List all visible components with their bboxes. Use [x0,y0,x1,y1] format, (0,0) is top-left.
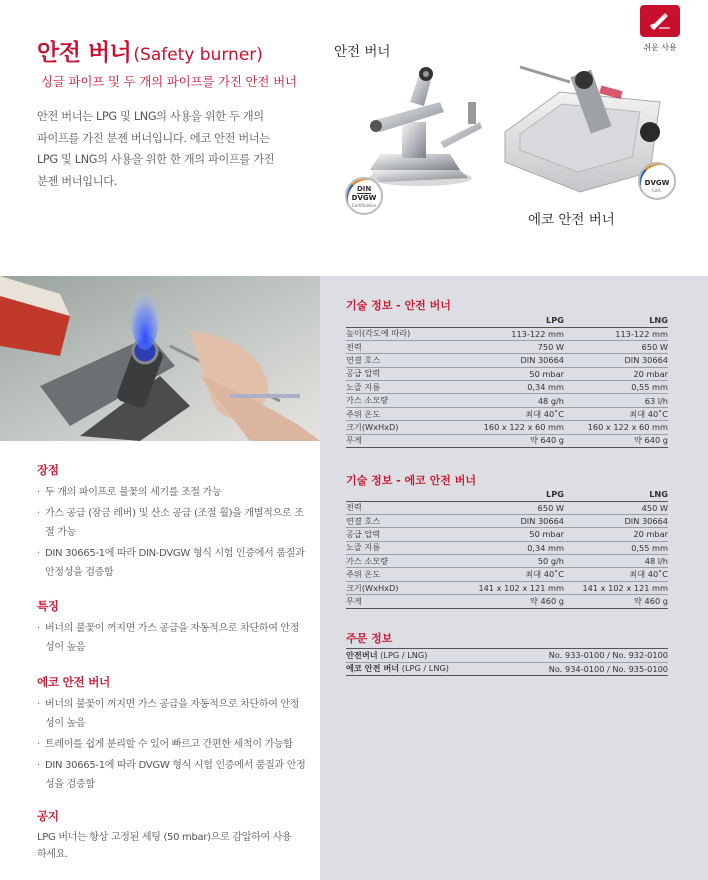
spec-value: 약 460 g [564,595,668,608]
notice-text: LPG 버너는 항상 고정된 세팅 (50 mbar)으로 감압하여 사용하세요. [37,832,292,860]
order-item-name [346,662,526,676]
spec-value: 약 640 g [564,434,668,447]
table-row [346,555,668,568]
spec-label: 연결 호스 [346,514,460,527]
order-number: No. 933-0100 / No. 932-0100 [526,649,668,663]
table-row [346,407,668,420]
spec-value: 141 x 102 x 121 mm [460,581,564,594]
order-number: No. 934-0100 / No. 935-0100 [526,662,668,676]
table-row [346,662,668,676]
list-item: · 버너의 불꽃이 꺼지면 가스 공급을 자동적으로 차단하여 안정성이 높음 [37,619,307,657]
column-header [346,314,460,327]
spec-label: 크기(WxHxD) [346,581,460,594]
intro-line: 파이프를 가진 분젠 버너입니다. 에코 안전 버너는 [37,131,270,145]
order-item-title: 안전버너 [346,649,378,660]
table-row [346,568,668,581]
spec-value: 최대 40˚C [564,568,668,581]
table-row [346,595,668,608]
product-b-label: 에코 안전 버너 [528,212,615,228]
easy-use-badge [640,5,680,37]
spec-value: 최대 40˚C [460,568,564,581]
advantages-heading: 장점 [37,463,59,477]
spec-label: 연결 호스 [346,354,460,367]
spec-label: 주위 온도 [346,407,460,420]
spec-value: DIN 30664 [564,354,668,367]
spec-value: 최대 40˚C [564,407,668,420]
notice-heading: 공지 [37,809,59,823]
spec-value: 450 W [564,501,668,514]
title-korean: 안전 버너 [37,40,132,66]
hand-pen-icon [648,11,672,31]
spec-value: 113-122 mm [460,327,564,340]
spec-value: 약 640 g [460,434,564,447]
table-row [346,367,668,380]
spec-value: 약 460 g [460,595,564,608]
spec-value: 최대 40˚C [460,407,564,420]
spec-label: 높이(각도에 따라) [346,327,460,340]
table-row [346,501,668,514]
order-item-suffix: (LPG / LNG) [399,663,449,674]
product-a-label: 안전 버너 [334,44,391,60]
order-info-title: 주문 정보 [346,632,393,645]
spec-value: 0,34 mm [460,541,564,554]
spec-value: 63 l/h [564,394,668,407]
intro-paragraph [37,106,307,192]
table-row [346,381,668,394]
dvgw-certification-icon: DVGW Cert. [638,162,676,200]
column-header: LNG [564,488,668,501]
spec-value: 48 g/h [460,394,564,407]
spec-table-title: 기술 정보 - 에코 안전 버너 [346,474,476,487]
page-subtitle: 싱글 파이프 및 두 개의 파이프를 가진 안전 버너 [41,74,297,89]
column-header [346,488,460,501]
easy-use-label: 쉬운 사용 [643,43,677,52]
table-row [346,434,668,447]
spec-value: 0,55 mm [564,541,668,554]
spec-value: DIN 30664 [564,514,668,527]
column-header: LPG [460,488,564,501]
spec-label: 가스 소모량 [346,394,460,407]
spec-value: 50 mbar [460,367,564,380]
table-row [346,514,668,527]
spec-value: 113-122 mm [564,327,668,340]
intro-line: 분젠 버너입니다. [37,174,118,188]
order-item-name [346,649,526,663]
spec-value: 0,34 mm [460,381,564,394]
spec-label: 무게 [346,434,460,447]
spec-value: 141 x 102 x 121 mm [564,581,668,594]
safety-burner-image [340,62,490,192]
advantages-list [37,483,307,584]
table-row [346,649,668,663]
list-item: · 버너의 불꽃이 꺼지면 가스 공급을 자동적으로 차단하여 안정성이 높음 [37,695,307,733]
intro-line: LPG 및 LNG의 사용을 위한 한 개의 파이프를 가진 [37,153,275,166]
spec-value: 160 x 122 x 60 mm [460,421,564,434]
page-title [37,34,263,67]
spec-value: 160 x 122 x 60 mm [564,421,668,434]
spec-value: 50 g/h [460,555,564,568]
column-header: LPG [460,314,564,327]
spec-value: 650 W [564,340,668,353]
list-item: · DIN 30665-1에 따라 DIN-DVGW 형식 시험 인증에서 품질과 안정성을 검증함 [37,544,307,582]
table-row [346,354,668,367]
table-row [346,327,668,340]
table-row [346,394,668,407]
table-row [346,541,668,554]
order-item-title: 에코 안전 버너 [346,663,400,674]
eco-list [37,695,307,796]
list-item: · 트레이를 쉽게 분리할 수 있어 빠르고 간편한 세척이 가능함 [37,735,307,754]
intro-line: 안전 버너는 LPG 및 LNG의 사용을 위한 두 개의 [37,110,264,123]
spec-value: 20 mbar [564,528,668,541]
spec-label: 공급 압력 [346,367,460,380]
spec-label: 노즐 지름 [346,541,460,554]
spec-table-safety-burner [346,314,668,448]
spec-label: 크기(WxHxD) [346,421,460,434]
order-item-suffix: (LPG / LNG) [377,649,428,660]
features-list [37,619,307,659]
spec-value: 20 mbar [564,367,668,380]
title-english: (Safety burner) [133,45,263,65]
list-item: · 가스 공급 (잠금 레버) 및 산소 공급 (조절 휠)을 개별적으로 조절 가능 [37,504,307,542]
table-row [346,528,668,541]
spec-value: DIN 30664 [460,514,564,527]
dvgw-certification-icon: DIN DVGW Certification [345,177,383,215]
spec-label: 전력 [346,340,460,353]
list-item: · DIN 30665-1에 따라 DVGW 형식 시험 인증에서 품질과 안정성을 검증함 [37,756,307,794]
features-heading: 특징 [37,599,59,613]
order-info-table [346,648,668,676]
spec-label: 주위 온도 [346,568,460,581]
spec-value: 750 W [460,340,564,353]
spec-value: DIN 30664 [460,354,564,367]
spec-value: 48 l/h [564,555,668,568]
table-row [346,581,668,594]
spec-label: 무게 [346,595,460,608]
spec-label: 전력 [346,501,460,514]
spec-value: 0,55 mm [564,381,668,394]
spec-value: 50 mbar [460,528,564,541]
column-header: LNG [564,314,668,327]
eco-heading: 에코 안전 버너 [37,675,111,689]
spec-label: 가스 소모량 [346,555,460,568]
spec-label: 공급 압력 [346,528,460,541]
spec-table-eco-burner [346,488,668,609]
spec-value: 650 W [460,501,564,514]
spec-table-title: 기술 정보 - 안전 버너 [346,299,451,312]
spec-label: 노즐 지름 [346,381,460,394]
table-row [346,421,668,434]
table-row [346,340,668,353]
list-item: · 두 개의 파이프로 불꽃의 세기를 조절 가능 [37,483,307,502]
burner-in-use-photo [0,276,320,441]
